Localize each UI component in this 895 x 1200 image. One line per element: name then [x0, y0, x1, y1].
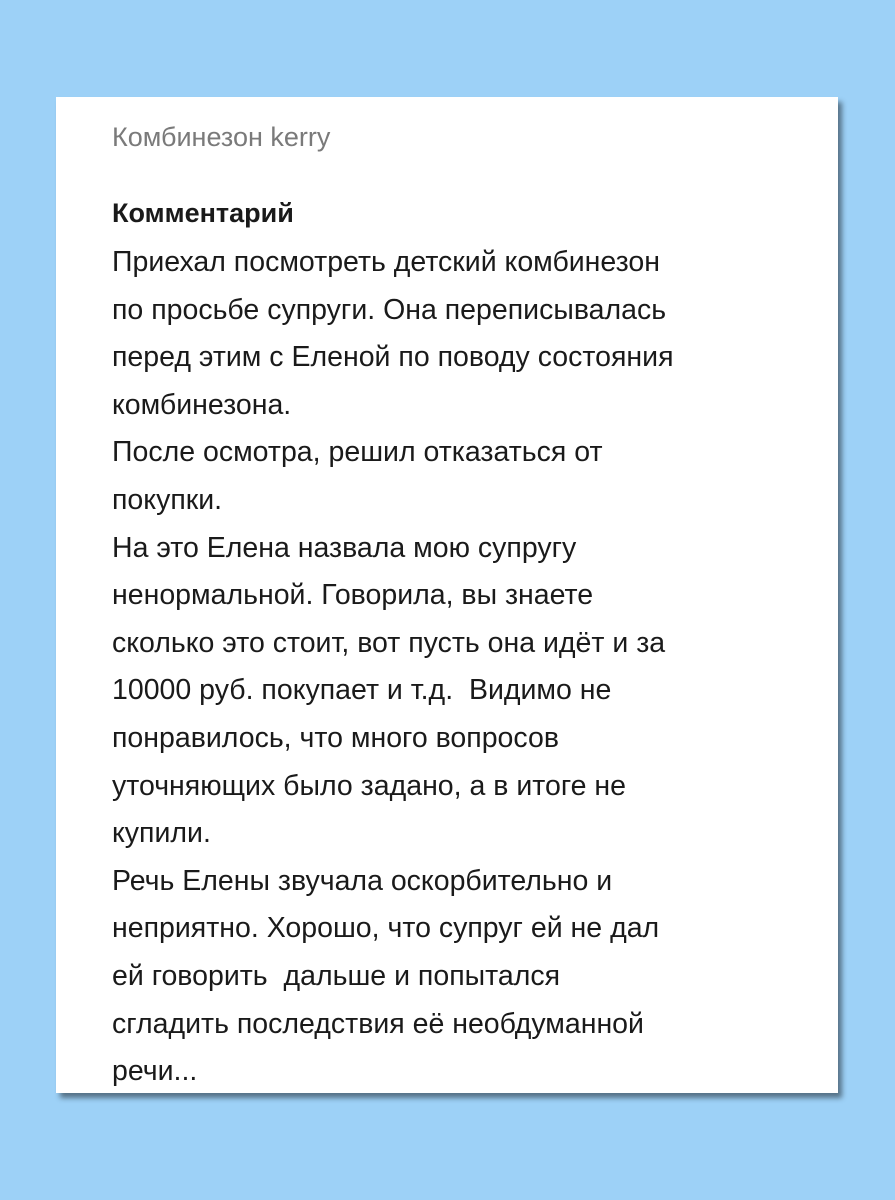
comment-line: ей говорить дальше и попытался [112, 959, 561, 992]
comment-line: Приехал посмотреть детский комбинезон [112, 246, 660, 278]
comment-line: покупки. [112, 483, 223, 516]
comment-line: сколько это стоит, вот пусть она идёт и за [112, 626, 666, 659]
comment-heading: Комментарий [112, 198, 294, 228]
comment-line: по просьбе супруги. Она переписывалась [112, 293, 667, 326]
comment-line: речи... [112, 1055, 198, 1088]
comment-line: перед этим с Еленой по поводу состояния [112, 341, 674, 374]
comment-line: комбинезона. [112, 388, 292, 421]
comment-card [56, 97, 838, 1093]
comment-line: На это Елена назвала мою супругу [112, 531, 577, 564]
comment-line: сгладить последствия её необдуманной [112, 1007, 644, 1040]
product-title: Комбинезон kerry [112, 122, 331, 152]
comment-line: Речь Елены звучала оскорбительно и [112, 864, 613, 897]
comment-body [112, 239, 782, 1096]
comment-line: После осмотра, решил отказаться от [112, 436, 603, 469]
comment-line: неприятно. Хорошо, что супруг ей не дал [112, 912, 660, 945]
comment-line: понравилось, что много вопросов [112, 721, 559, 754]
comment-line: купили. [112, 817, 211, 850]
comment-line: 10000 руб. покупает и т.д. Видимо не [112, 674, 612, 707]
comment-line: уточняющих было задано, а в итоге не [112, 769, 626, 802]
comment-line: ненормальной. Говорила, вы знаете [112, 579, 594, 612]
